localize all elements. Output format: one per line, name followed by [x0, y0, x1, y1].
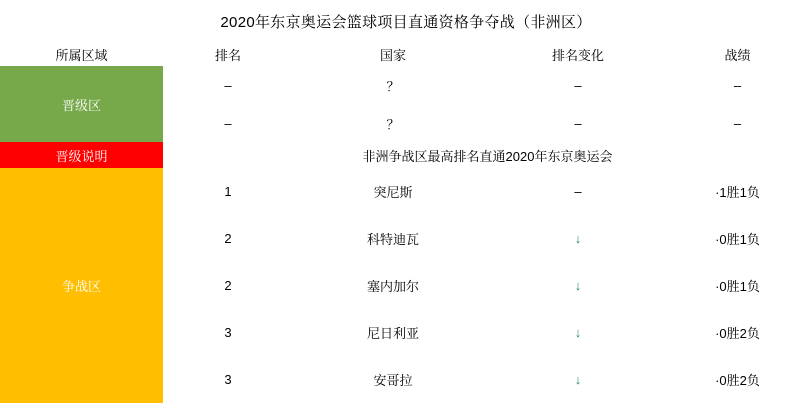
cell-record: ·0胜1负: [715, 279, 760, 294]
cell-country: ？: [386, 78, 400, 94]
cell-country: 塞内加尔: [366, 279, 419, 294]
cell-country: 突尼斯: [373, 185, 413, 200]
cell-record: ·0胜2负: [715, 373, 760, 388]
cell-change: ↓: [574, 278, 582, 293]
cell-record: –: [733, 77, 742, 93]
cell-rank: 2: [224, 278, 232, 293]
group-label-note: 晋级说明: [0, 142, 163, 168]
cell-rank: –: [224, 77, 232, 93]
cell-record: ·0胜1负: [715, 232, 760, 247]
cell-rank: –: [224, 115, 232, 131]
table-row: [0, 66, 812, 104]
column-header-country: 国家: [379, 47, 406, 63]
page-title: 2020年东京奥运会篮球项目直通资格争夺战（非洲区）: [220, 14, 592, 31]
qualification-table: [0, 42, 812, 403]
cell-record: –: [733, 115, 742, 131]
column-header-region: 所属区域: [55, 47, 108, 63]
group-label-fight: 争战区: [0, 168, 163, 403]
cell-country: 安哥拉: [373, 373, 413, 388]
column-header-record: 战绩: [724, 47, 751, 63]
cell-rank: 2: [224, 231, 232, 246]
cell-change: ↓: [574, 231, 582, 246]
cell-change: ↓: [574, 372, 582, 387]
cell-change: ↓: [574, 325, 582, 340]
group-label-qualify: 晋级区: [0, 66, 163, 142]
cell-record: ·0胜2负: [715, 326, 760, 341]
qualification-note-text: 非洲争战区最高排名直通2020年东京奥运会: [362, 148, 613, 164]
cell-rank: 3: [224, 325, 232, 340]
table-header-row: [0, 42, 812, 66]
cell-change: –: [574, 115, 582, 131]
cell-rank: 1: [224, 184, 232, 199]
cell-country: 科特迪瓦: [366, 232, 419, 247]
cell-country: 尼日利亚: [366, 326, 419, 341]
table-row: [0, 168, 812, 215]
cell-rank: 3: [224, 372, 232, 387]
cell-record: ·1胜1负: [715, 185, 760, 200]
column-header-change: 排名变化: [551, 47, 604, 63]
cell-change: –: [574, 77, 582, 93]
qualification-note-row: [0, 142, 812, 168]
cell-country: ？: [386, 116, 400, 132]
cell-change: –: [574, 184, 582, 199]
column-header-rank: 排名: [214, 47, 241, 63]
